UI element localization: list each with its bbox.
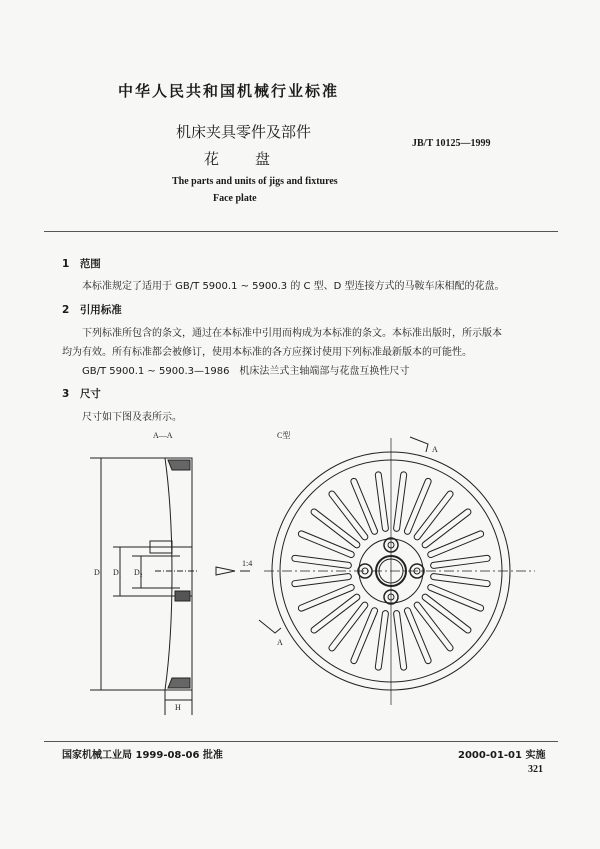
t-slot — [375, 471, 389, 531]
page-number: 321 — [528, 764, 543, 775]
t-slot — [350, 607, 379, 665]
section-2-text-1: 下列标准所包含的条文，通过在本标准中引用而构成为本标准的条文。本标准出版时，所示版本 — [82, 328, 502, 339]
t-slot — [413, 601, 454, 652]
section-3-text: 尺寸如下图及表所示。 — [82, 412, 182, 423]
dim-H: H — [175, 703, 181, 712]
cut-label-top: A — [432, 445, 438, 454]
title-en-line2: Face plate — [213, 193, 257, 204]
cut-label-bottom: A — [277, 638, 283, 647]
referenced-standard: GB/T 5900.1 ~ 5900.3—1986 机床法兰式主轴端部与花盘互换性尺寸 — [82, 366, 410, 377]
t-slot — [393, 471, 407, 531]
section-1-heading: 1 范围 — [62, 258, 101, 270]
dim-D1: D₁ — [113, 568, 122, 577]
standard-code: JB/T 10125—1999 — [412, 138, 491, 149]
issuing-organization: 中华人民共和国机械行业标准 — [118, 82, 340, 100]
t-slot — [310, 508, 361, 549]
approval-info: 国家机械工业局 1999-08-06 批准 — [62, 750, 223, 761]
t-slot — [350, 477, 379, 535]
dim-D: D — [94, 568, 100, 577]
t-slot — [427, 584, 485, 613]
title-en-line1: The parts and units of jigs and fixtures — [172, 176, 338, 187]
footer-rule — [44, 741, 558, 742]
section-2-heading: 2 引用标准 — [62, 304, 122, 316]
effective-date: 2000-01-01 实施 — [458, 750, 546, 761]
dim-D2: D₂ — [134, 568, 143, 577]
t-slot — [375, 610, 389, 670]
t-slot — [421, 593, 472, 634]
t-slot — [291, 573, 351, 587]
t-slot — [328, 601, 369, 652]
section-2-text-2: 均为有效。所有标准都会被修订，使用本标准的各方应探讨使用下列标准最新版本的可能性。 — [62, 347, 472, 358]
taper-label: 1:4 — [242, 559, 253, 568]
t-slot — [421, 508, 472, 549]
section-label: A—A — [153, 431, 173, 440]
t-slot — [404, 607, 433, 665]
title-zh-line1: 机床夹具零件及部件 — [176, 123, 312, 141]
t-slot — [404, 477, 433, 535]
type-label: C型 — [277, 431, 291, 440]
t-slot — [297, 584, 355, 613]
t-slot — [427, 530, 485, 559]
title-zh-line2: 花 盘 — [204, 150, 273, 168]
t-slot — [328, 490, 369, 541]
section-1-text: 本标准规定了适用于 GB/T 5900.1 ~ 5900.3 的 C 型、D 型连接方式的马鞍车床相配的花盘。 — [82, 281, 505, 292]
t-slot — [291, 555, 351, 569]
section-3-heading: 3 尺寸 — [62, 388, 101, 400]
t-slot — [430, 555, 490, 569]
t-slot — [297, 530, 355, 559]
section-view — [90, 458, 253, 715]
t-slot — [393, 610, 407, 670]
t-slot — [310, 593, 361, 634]
t-slot — [413, 490, 454, 541]
t-slot — [430, 573, 490, 587]
